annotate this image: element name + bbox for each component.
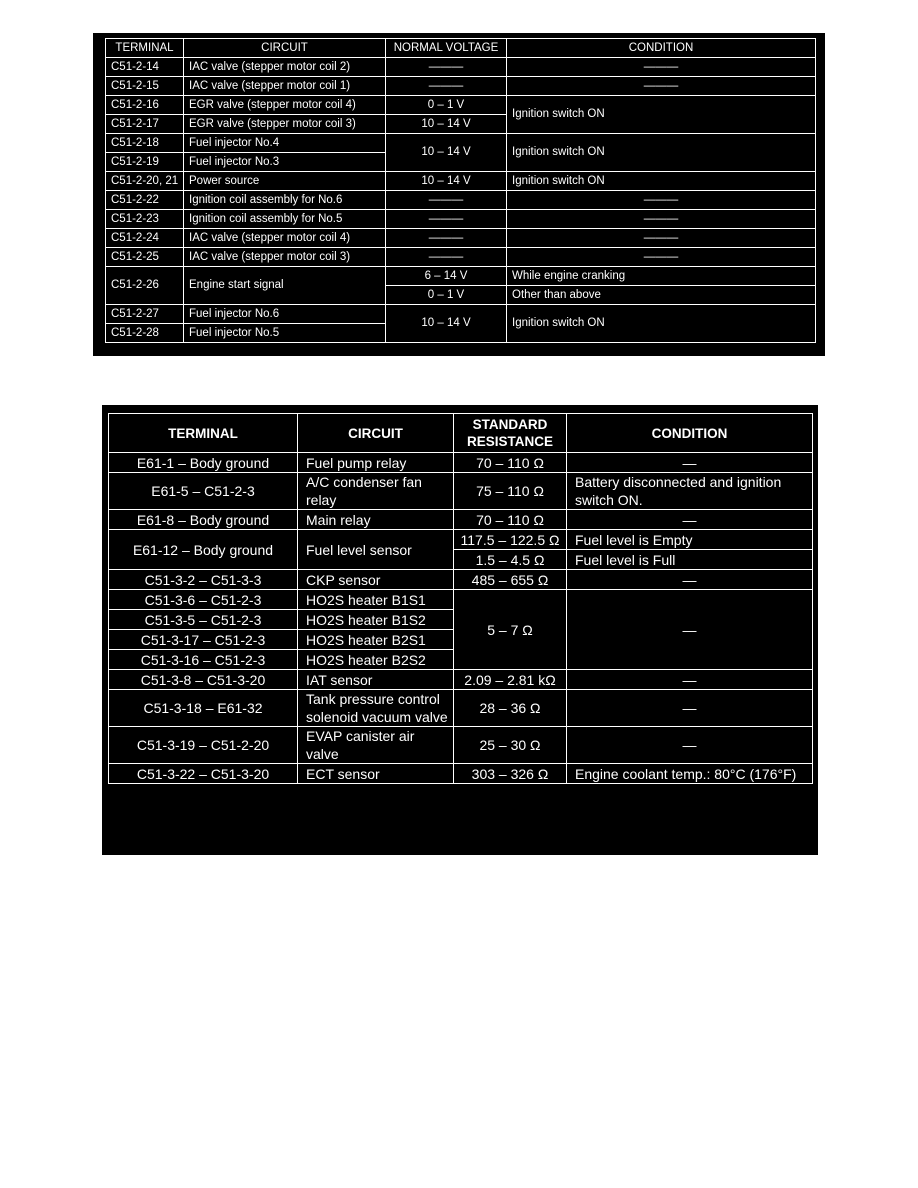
circuit-cell: Ignition coil assembly for No.5: [184, 210, 386, 229]
circuit-cell: Fuel injector No.4: [184, 134, 386, 153]
circuit-cell: Main relay: [298, 510, 454, 530]
table-row: [109, 453, 813, 473]
condition-cell: —: [567, 670, 813, 690]
circuit-cell: EGR valve (stepper motor coil 3): [184, 115, 386, 134]
circuit-cell: CKP sensor: [298, 570, 454, 590]
circuit-cell: Fuel level sensor: [298, 530, 454, 570]
table-row: [106, 77, 816, 96]
circuit-cell: HO2S heater B2S1: [298, 630, 454, 650]
condition-cell: Other than above: [507, 286, 816, 305]
table-row: [106, 305, 816, 324]
table-header-row: [106, 39, 816, 58]
condition-cell: While engine cranking: [507, 267, 816, 286]
resistance-cell: 485 – 655 Ω: [454, 570, 567, 590]
condition-cell: Ignition switch ON: [507, 134, 816, 172]
circuit-cell: IAC valve (stepper motor coil 1): [184, 77, 386, 96]
terminal-cell: C51-2-15: [106, 77, 184, 96]
circuit-cell: HO2S heater B1S2: [298, 610, 454, 630]
table-row: [109, 590, 813, 610]
terminal-cell: C51-2-25: [106, 248, 184, 267]
condition-cell: Ignition switch ON: [507, 96, 816, 134]
normal-voltage-table: [105, 38, 816, 343]
resistance-cell: 1.5 – 4.5 Ω: [454, 550, 567, 570]
voltage-cell: ———: [386, 248, 507, 267]
header-standard-resistance: STANDARD RESISTANCE: [454, 414, 567, 453]
circuit-cell: HO2S heater B2S2: [298, 650, 454, 670]
circuit-cell: EVAP canister air valve: [298, 727, 454, 764]
table-row: [106, 248, 816, 267]
circuit-cell: Fuel pump relay: [298, 453, 454, 473]
voltage-cell: 0 – 1 V: [386, 96, 507, 115]
voltage-cell: 10 – 14 V: [386, 305, 507, 343]
table-row: [106, 58, 816, 77]
table-row: [109, 570, 813, 590]
standard-resistance-table: [108, 413, 813, 784]
terminal-cell: C51-2-19: [106, 153, 184, 172]
terminal-cell: C51-3-18 – E61-32: [109, 690, 298, 727]
resistance-cell: 303 – 326 Ω: [454, 764, 567, 784]
table-row: [106, 229, 816, 248]
terminal-cell: C51-3-17 – C51-2-3: [109, 630, 298, 650]
circuit-cell: Power source: [184, 172, 386, 191]
terminal-cell: C51-3-6 – C51-2-3: [109, 590, 298, 610]
condition-cell: Fuel level is Empty: [567, 530, 813, 550]
terminal-cell: C51-3-2 – C51-3-3: [109, 570, 298, 590]
voltage-cell: ———: [386, 77, 507, 96]
voltage-cell: 10 – 14 V: [386, 115, 507, 134]
table-row: [109, 473, 813, 510]
voltage-cell: ———: [386, 58, 507, 77]
condition-cell: ———: [507, 248, 816, 267]
circuit-cell: Fuel injector No.6: [184, 305, 386, 324]
table-row: [106, 134, 816, 153]
voltage-table-panel: [93, 33, 825, 356]
circuit-cell: IAC valve (stepper motor coil 3): [184, 248, 386, 267]
circuit-cell: HO2S heater B1S1: [298, 590, 454, 610]
header-circuit: CIRCUIT: [298, 414, 454, 453]
resistance-cell: 117.5 – 122.5 Ω: [454, 530, 567, 550]
voltage-cell: ———: [386, 210, 507, 229]
circuit-cell: EGR valve (stepper motor coil 4): [184, 96, 386, 115]
condition-cell: Ignition switch ON: [507, 305, 816, 343]
header-circuit: CIRCUIT: [184, 39, 386, 58]
resistance-cell: 75 – 110 Ω: [454, 473, 567, 510]
table-row: [106, 172, 816, 191]
circuit-cell: IAC valve (stepper motor coil 2): [184, 58, 386, 77]
condition-cell: ———: [507, 77, 816, 96]
circuit-cell: Tank pressure control solenoid vacuum valve: [298, 690, 454, 727]
terminal-cell: C51-3-8 – C51-3-20: [109, 670, 298, 690]
terminal-cell: E61-8 – Body ground: [109, 510, 298, 530]
condition-cell: ———: [507, 229, 816, 248]
condition-cell: Fuel level is Full: [567, 550, 813, 570]
terminal-cell: C51-3-16 – C51-2-3: [109, 650, 298, 670]
resistance-cell: 28 – 36 Ω: [454, 690, 567, 727]
circuit-cell: Fuel injector No.3: [184, 153, 386, 172]
resistance-cell: 70 – 110 Ω: [454, 510, 567, 530]
terminal-cell: C51-2-17: [106, 115, 184, 134]
header-terminal: TERMINAL: [109, 414, 298, 453]
terminal-cell: C51-2-20, 21: [106, 172, 184, 191]
circuit-cell: Engine start signal: [184, 267, 386, 305]
table-row: [106, 96, 816, 115]
table-row: [109, 764, 813, 784]
circuit-cell: A/C condenser fan relay: [298, 473, 454, 510]
header-normal-voltage: NORMAL VOLTAGE: [386, 39, 507, 58]
resistance-cell: 5 – 7 Ω: [454, 590, 567, 670]
header-condition: CONDITION: [567, 414, 813, 453]
table-row: [109, 690, 813, 727]
terminal-cell: E61-12 – Body ground: [109, 530, 298, 570]
condition-cell: Engine coolant temp.: 80°C (176°F): [567, 764, 813, 784]
resistance-cell: 70 – 110 Ω: [454, 453, 567, 473]
condition-cell: —: [567, 453, 813, 473]
condition-cell: —: [567, 727, 813, 764]
terminal-cell: C51-2-18: [106, 134, 184, 153]
voltage-cell: 6 – 14 V: [386, 267, 507, 286]
circuit-cell: Ignition coil assembly for No.6: [184, 191, 386, 210]
table-row: [109, 530, 813, 550]
table-row: [109, 670, 813, 690]
condition-cell: Battery disconnected and ignition switch ON.: [567, 473, 813, 510]
terminal-cell: C51-2-24: [106, 229, 184, 248]
terminal-cell: C51-3-22 – C51-3-20: [109, 764, 298, 784]
circuit-cell: IAT sensor: [298, 670, 454, 690]
terminal-cell: C51-3-5 – C51-2-3: [109, 610, 298, 630]
table-row: [106, 191, 816, 210]
condition-cell: ———: [507, 58, 816, 77]
voltage-cell: 10 – 14 V: [386, 172, 507, 191]
resistance-cell: 2.09 – 2.81 kΩ: [454, 670, 567, 690]
terminal-cell: E61-5 – C51-2-3: [109, 473, 298, 510]
circuit-cell: Fuel injector No.5: [184, 324, 386, 343]
terminal-cell: C51-3-19 – C51-2-20: [109, 727, 298, 764]
voltage-cell: ———: [386, 229, 507, 248]
voltage-cell: 0 – 1 V: [386, 286, 507, 305]
table-row: [106, 267, 816, 286]
circuit-cell: IAC valve (stepper motor coil 4): [184, 229, 386, 248]
condition-cell: —: [567, 690, 813, 727]
terminal-cell: E61-1 – Body ground: [109, 453, 298, 473]
header-condition: CONDITION: [507, 39, 816, 58]
voltage-cell: 10 – 14 V: [386, 134, 507, 172]
condition-cell: ———: [507, 210, 816, 229]
table-header-row: [109, 414, 813, 453]
table-row: [106, 210, 816, 229]
terminal-cell: C51-2-27: [106, 305, 184, 324]
condition-cell: ———: [507, 191, 816, 210]
table-row: [109, 727, 813, 764]
condition-cell: —: [567, 510, 813, 530]
circuit-cell: ECT sensor: [298, 764, 454, 784]
terminal-cell: C51-2-16: [106, 96, 184, 115]
terminal-cell: C51-2-28: [106, 324, 184, 343]
resistance-table-panel: [102, 405, 818, 855]
voltage-cell: ———: [386, 191, 507, 210]
terminal-cell: C51-2-14: [106, 58, 184, 77]
terminal-cell: C51-2-23: [106, 210, 184, 229]
table-row: [109, 510, 813, 530]
terminal-cell: C51-2-26: [106, 267, 184, 305]
resistance-cell: 25 – 30 Ω: [454, 727, 567, 764]
condition-cell: —: [567, 570, 813, 590]
condition-cell: —: [567, 590, 813, 670]
condition-cell: Ignition switch ON: [507, 172, 816, 191]
terminal-cell: C51-2-22: [106, 191, 184, 210]
header-terminal: TERMINAL: [106, 39, 184, 58]
